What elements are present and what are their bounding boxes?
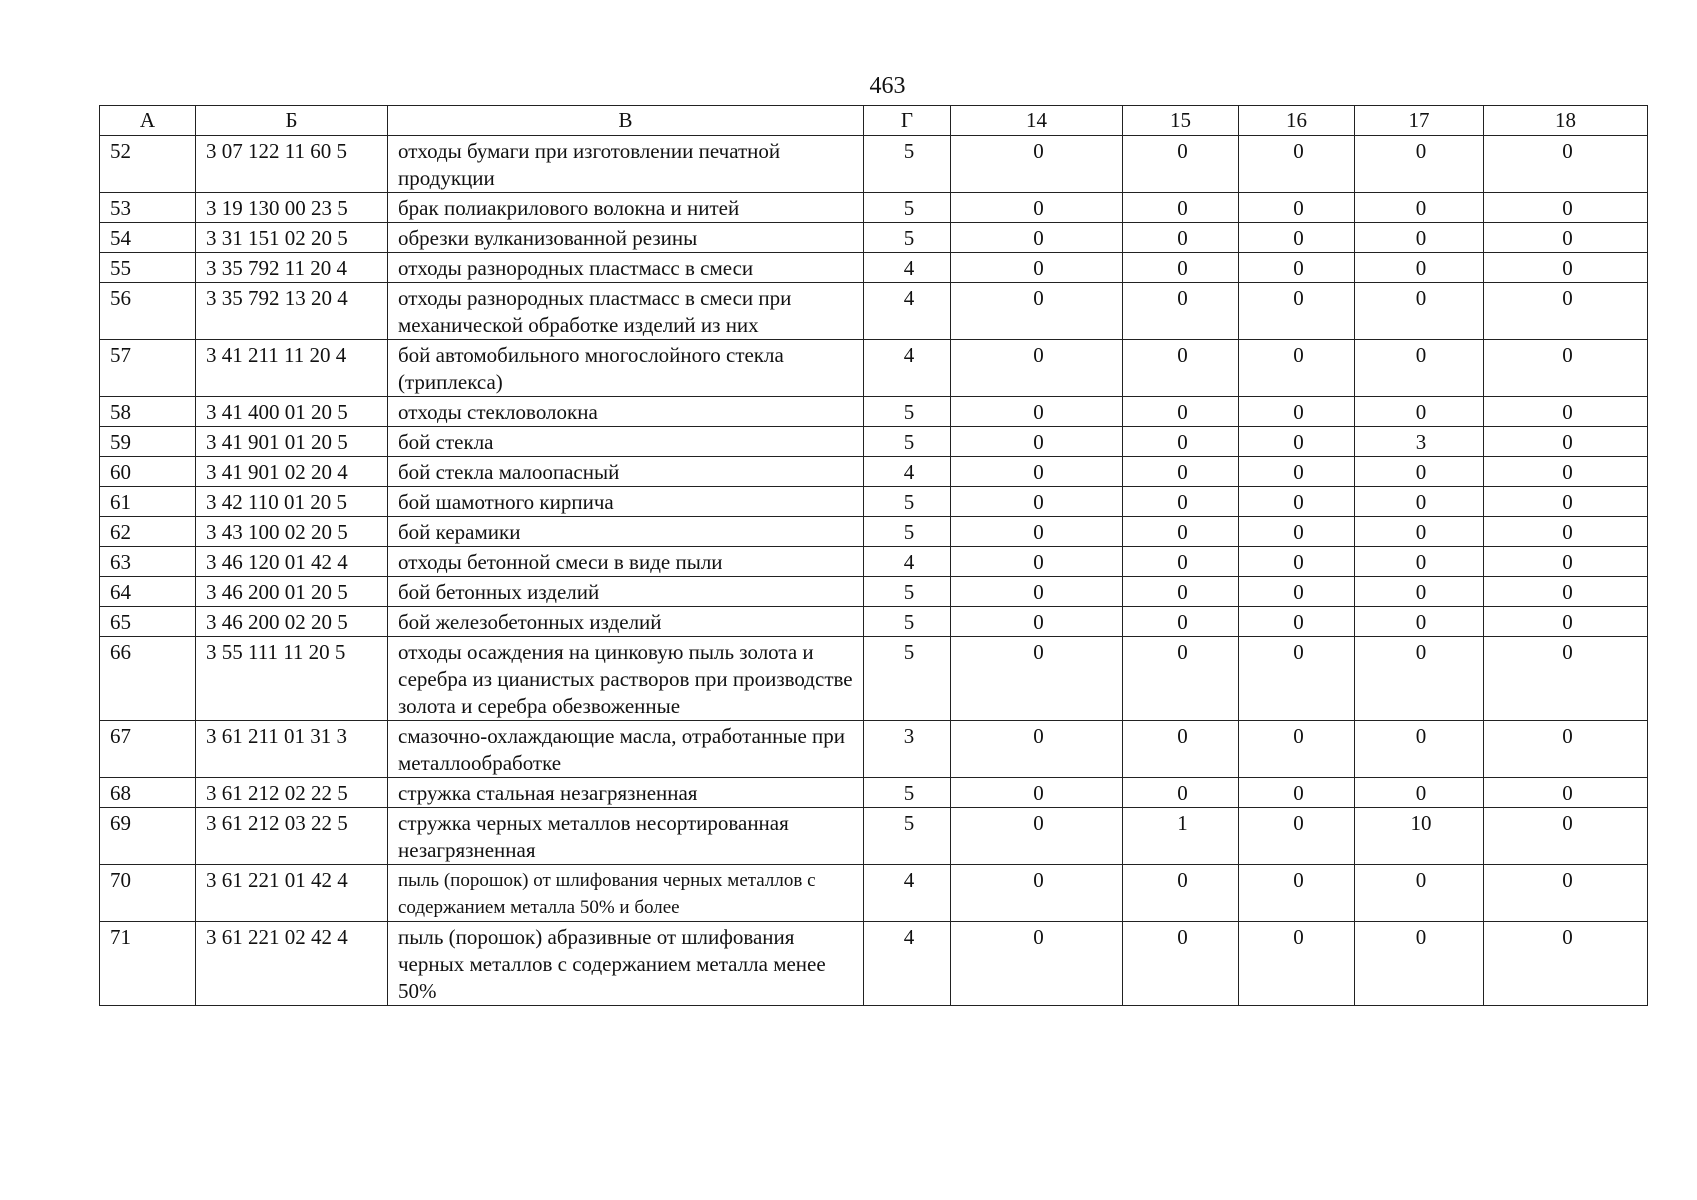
col-18-cell: 0	[1484, 397, 1648, 427]
hazard-class-cell: 5	[864, 808, 951, 865]
row-number-cell: 61	[100, 487, 196, 517]
table-row	[100, 193, 1648, 223]
waste-name-cell: бой стекла малоопасный	[388, 457, 864, 487]
col-14-cell: 0	[951, 517, 1123, 547]
col-16-cell: 0	[1239, 193, 1355, 223]
col-17-cell: 0	[1355, 136, 1484, 193]
col-16-cell: 0	[1239, 721, 1355, 778]
table-row	[100, 253, 1648, 283]
row-number-cell: 63	[100, 547, 196, 577]
waste-name-cell: бой железобетонных изделий	[388, 607, 864, 637]
waste-code-cell: 3 31 151 02 20 5	[196, 223, 388, 253]
col-15-cell: 0	[1123, 427, 1239, 457]
waste-code-cell: 3 41 901 02 20 4	[196, 457, 388, 487]
row-number-cell: 62	[100, 517, 196, 547]
hazard-class-cell: 5	[864, 577, 951, 607]
header-col-b: Б	[196, 106, 388, 136]
col-18-cell: 0	[1484, 607, 1648, 637]
col-17-cell: 0	[1355, 547, 1484, 577]
col-14-cell: 0	[951, 721, 1123, 778]
waste-name-cell: бой автомобильного многослойного стекла (триплекса)	[388, 340, 864, 397]
hazard-class-cell: 4	[864, 865, 951, 922]
waste-name-cell: отходы стекловолокна	[388, 397, 864, 427]
row-number-cell: 67	[100, 721, 196, 778]
col-15-cell: 0	[1123, 577, 1239, 607]
table-row	[100, 808, 1648, 865]
col-17-cell: 0	[1355, 487, 1484, 517]
col-18-cell: 0	[1484, 223, 1648, 253]
table-row	[100, 397, 1648, 427]
row-number-cell: 65	[100, 607, 196, 637]
col-15-cell: 0	[1123, 517, 1239, 547]
waste-name-cell: обрезки вулканизованной резины	[388, 223, 864, 253]
header-col-16: 16	[1239, 106, 1355, 136]
hazard-class-cell: 5	[864, 223, 951, 253]
col-16-cell: 0	[1239, 778, 1355, 808]
col-15-cell: 0	[1123, 637, 1239, 721]
col-16-cell: 0	[1239, 517, 1355, 547]
hazard-class-cell: 4	[864, 253, 951, 283]
waste-name-cell: отходы осаждения на цинковую пыль золота и серебра из цианистых растворов при производстве золота и серебра обезвоженные	[388, 637, 864, 721]
hazard-class-cell: 5	[864, 778, 951, 808]
col-17-cell: 0	[1355, 193, 1484, 223]
header-col-14: 14	[951, 106, 1123, 136]
row-number-cell: 57	[100, 340, 196, 397]
header-col-a: А	[100, 106, 196, 136]
col-17-cell: 0	[1355, 340, 1484, 397]
col-15-cell: 0	[1123, 457, 1239, 487]
table-row	[100, 607, 1648, 637]
col-18-cell: 0	[1484, 637, 1648, 721]
row-number-cell: 55	[100, 253, 196, 283]
col-15-cell: 0	[1123, 193, 1239, 223]
row-number-cell: 56	[100, 283, 196, 340]
table-row	[100, 487, 1648, 517]
col-15-cell: 0	[1123, 223, 1239, 253]
waste-code-cell: 3 35 792 13 20 4	[196, 283, 388, 340]
col-16-cell: 0	[1239, 547, 1355, 577]
col-15-cell: 0	[1123, 253, 1239, 283]
table-row	[100, 340, 1648, 397]
hazard-class-cell: 4	[864, 547, 951, 577]
waste-code-cell: 3 61 211 01 31 3	[196, 721, 388, 778]
col-16-cell: 0	[1239, 457, 1355, 487]
table-row	[100, 517, 1648, 547]
waste-code-cell: 3 55 111 11 20 5	[196, 637, 388, 721]
col-15-cell: 0	[1123, 283, 1239, 340]
waste-name-cell: бой шамотного кирпича	[388, 487, 864, 517]
hazard-class-cell: 4	[864, 340, 951, 397]
waste-code-cell: 3 61 221 02 42 4	[196, 922, 388, 1006]
col-14-cell: 0	[951, 223, 1123, 253]
col-14-cell: 0	[951, 193, 1123, 223]
table-row	[100, 637, 1648, 721]
col-15-cell: 0	[1123, 607, 1239, 637]
col-14-cell: 0	[951, 253, 1123, 283]
col-14-cell: 0	[951, 283, 1123, 340]
col-15-cell: 0	[1123, 397, 1239, 427]
col-14-cell: 0	[951, 547, 1123, 577]
col-17-cell: 0	[1355, 253, 1484, 283]
table-body	[100, 136, 1648, 1006]
waste-name-cell: бой стекла	[388, 427, 864, 457]
waste-name-cell: стружка стальная незагрязненная	[388, 778, 864, 808]
col-14-cell: 0	[951, 457, 1123, 487]
col-14-cell: 0	[951, 427, 1123, 457]
waste-code-cell: 3 61 212 02 22 5	[196, 778, 388, 808]
header-col-17: 17	[1355, 106, 1484, 136]
hazard-class-cell: 5	[864, 517, 951, 547]
col-14-cell: 0	[951, 865, 1123, 922]
waste-code-cell: 3 46 120 01 42 4	[196, 547, 388, 577]
col-18-cell: 0	[1484, 427, 1648, 457]
row-number-cell: 59	[100, 427, 196, 457]
hazard-class-cell: 5	[864, 487, 951, 517]
col-18-cell: 0	[1484, 922, 1648, 1006]
col-14-cell: 0	[951, 397, 1123, 427]
col-18-cell: 0	[1484, 283, 1648, 340]
col-18-cell: 0	[1484, 577, 1648, 607]
page-number: 463	[869, 73, 906, 99]
waste-name-cell: бой бетонных изделий	[388, 577, 864, 607]
waste-name-cell: отходы бетонной смеси в виде пыли	[388, 547, 864, 577]
waste-code-cell: 3 43 100 02 20 5	[196, 517, 388, 547]
table-row	[100, 778, 1648, 808]
col-17-cell: 3	[1355, 427, 1484, 457]
col-16-cell: 0	[1239, 223, 1355, 253]
hazard-class-cell: 5	[864, 427, 951, 457]
col-14-cell: 0	[951, 637, 1123, 721]
col-17-cell: 0	[1355, 778, 1484, 808]
row-number-cell: 70	[100, 865, 196, 922]
row-number-cell: 69	[100, 808, 196, 865]
row-number-cell: 58	[100, 397, 196, 427]
col-17-cell: 0	[1355, 517, 1484, 547]
col-15-cell: 0	[1123, 136, 1239, 193]
col-18-cell: 0	[1484, 457, 1648, 487]
waste-name-cell: бой керамики	[388, 517, 864, 547]
col-16-cell: 0	[1239, 577, 1355, 607]
col-16-cell: 0	[1239, 607, 1355, 637]
waste-name-cell: стружка черных металлов несортированная незагрязненная	[388, 808, 864, 865]
waste-name-cell: отходы разнородных пластмасс в смеси	[388, 253, 864, 283]
col-17-cell: 0	[1355, 607, 1484, 637]
waste-code-cell: 3 07 122 11 60 5	[196, 136, 388, 193]
col-15-cell: 0	[1123, 547, 1239, 577]
col-14-cell: 0	[951, 577, 1123, 607]
table-row	[100, 922, 1648, 1006]
row-number-cell: 66	[100, 637, 196, 721]
col-16-cell: 0	[1239, 283, 1355, 340]
col-16-cell: 0	[1239, 340, 1355, 397]
table-row	[100, 223, 1648, 253]
waste-code-cell: 3 46 200 01 20 5	[196, 577, 388, 607]
table-row	[100, 427, 1648, 457]
hazard-class-cell: 5	[864, 607, 951, 637]
col-17-cell: 0	[1355, 865, 1484, 922]
col-14-cell: 0	[951, 778, 1123, 808]
waste-name-cell: отходы разнородных пластмасс в смеси при механической обработке изделий из них	[388, 283, 864, 340]
row-number-cell: 54	[100, 223, 196, 253]
header-col-15: 15	[1123, 106, 1239, 136]
col-14-cell: 0	[951, 340, 1123, 397]
col-18-cell: 0	[1484, 721, 1648, 778]
waste-code-cell: 3 61 212 03 22 5	[196, 808, 388, 865]
waste-table	[99, 105, 1648, 1006]
col-17-cell: 10	[1355, 808, 1484, 865]
col-16-cell: 0	[1239, 487, 1355, 517]
waste-code-cell: 3 41 901 01 20 5	[196, 427, 388, 457]
col-14-cell: 0	[951, 607, 1123, 637]
waste-code-cell: 3 41 211 11 20 4	[196, 340, 388, 397]
table-row	[100, 457, 1648, 487]
hazard-class-cell: 5	[864, 136, 951, 193]
row-number-cell: 52	[100, 136, 196, 193]
col-14-cell: 0	[951, 487, 1123, 517]
col-17-cell: 0	[1355, 283, 1484, 340]
table-row	[100, 577, 1648, 607]
waste-code-cell: 3 46 200 02 20 5	[196, 607, 388, 637]
waste-code-cell: 3 61 221 01 42 4	[196, 865, 388, 922]
col-18-cell: 0	[1484, 808, 1648, 865]
hazard-class-cell: 4	[864, 457, 951, 487]
col-14-cell: 0	[951, 922, 1123, 1006]
col-17-cell: 0	[1355, 637, 1484, 721]
col-15-cell: 1	[1123, 808, 1239, 865]
waste-code-cell: 3 41 400 01 20 5	[196, 397, 388, 427]
col-15-cell: 0	[1123, 340, 1239, 397]
row-number-cell: 71	[100, 922, 196, 1006]
col-16-cell: 0	[1239, 397, 1355, 427]
hazard-class-cell: 4	[864, 283, 951, 340]
col-15-cell: 0	[1123, 922, 1239, 1006]
table-row	[100, 721, 1648, 778]
waste-code-cell: 3 35 792 11 20 4	[196, 253, 388, 283]
col-17-cell: 0	[1355, 223, 1484, 253]
col-14-cell: 0	[951, 808, 1123, 865]
col-18-cell: 0	[1484, 253, 1648, 283]
col-17-cell: 0	[1355, 922, 1484, 1006]
row-number-cell: 53	[100, 193, 196, 223]
col-18-cell: 0	[1484, 778, 1648, 808]
col-18-cell: 0	[1484, 193, 1648, 223]
hazard-class-cell: 5	[864, 637, 951, 721]
waste-code-cell: 3 42 110 01 20 5	[196, 487, 388, 517]
col-16-cell: 0	[1239, 922, 1355, 1006]
header-col-v: В	[388, 106, 864, 136]
header-col-g: Г	[864, 106, 951, 136]
header-row	[100, 106, 1648, 136]
col-16-cell: 0	[1239, 253, 1355, 283]
col-17-cell: 0	[1355, 397, 1484, 427]
col-16-cell: 0	[1239, 136, 1355, 193]
col-16-cell: 0	[1239, 637, 1355, 721]
col-14-cell: 0	[951, 136, 1123, 193]
table-row	[100, 865, 1648, 922]
row-number-cell: 64	[100, 577, 196, 607]
col-18-cell: 0	[1484, 136, 1648, 193]
hazard-class-cell: 5	[864, 193, 951, 223]
col-17-cell: 0	[1355, 721, 1484, 778]
waste-name-cell: отходы бумаги при изготовлении печатной продукции	[388, 136, 864, 193]
waste-name-cell: брак полиакрилового волокна и нитей	[388, 193, 864, 223]
hazard-class-cell: 4	[864, 922, 951, 1006]
hazard-class-cell: 3	[864, 721, 951, 778]
col-17-cell: 0	[1355, 577, 1484, 607]
col-16-cell: 0	[1239, 865, 1355, 922]
col-18-cell: 0	[1484, 547, 1648, 577]
col-15-cell: 0	[1123, 778, 1239, 808]
header-col-18: 18	[1484, 106, 1648, 136]
col-18-cell: 0	[1484, 517, 1648, 547]
col-15-cell: 0	[1123, 487, 1239, 517]
col-16-cell: 0	[1239, 808, 1355, 865]
col-18-cell: 0	[1484, 340, 1648, 397]
col-16-cell: 0	[1239, 427, 1355, 457]
table-row	[100, 136, 1648, 193]
col-18-cell: 0	[1484, 487, 1648, 517]
table-row	[100, 283, 1648, 340]
row-number-cell: 68	[100, 778, 196, 808]
waste-name-cell: пыль (порошок) абразивные от шлифования черных металлов с содержанием металла менее 50%	[388, 922, 864, 1006]
col-17-cell: 0	[1355, 457, 1484, 487]
col-15-cell: 0	[1123, 721, 1239, 778]
waste-name-cell: смазочно-охлаждающие масла, отработанные при металлообработке	[388, 721, 864, 778]
waste-name-cell: пыль (порошок) от шлифования черных металлов с содержанием металла 50% и более	[388, 865, 864, 922]
waste-code-cell: 3 19 130 00 23 5	[196, 193, 388, 223]
hazard-class-cell: 5	[864, 397, 951, 427]
col-18-cell: 0	[1484, 865, 1648, 922]
table-row	[100, 547, 1648, 577]
row-number-cell: 60	[100, 457, 196, 487]
col-15-cell: 0	[1123, 865, 1239, 922]
